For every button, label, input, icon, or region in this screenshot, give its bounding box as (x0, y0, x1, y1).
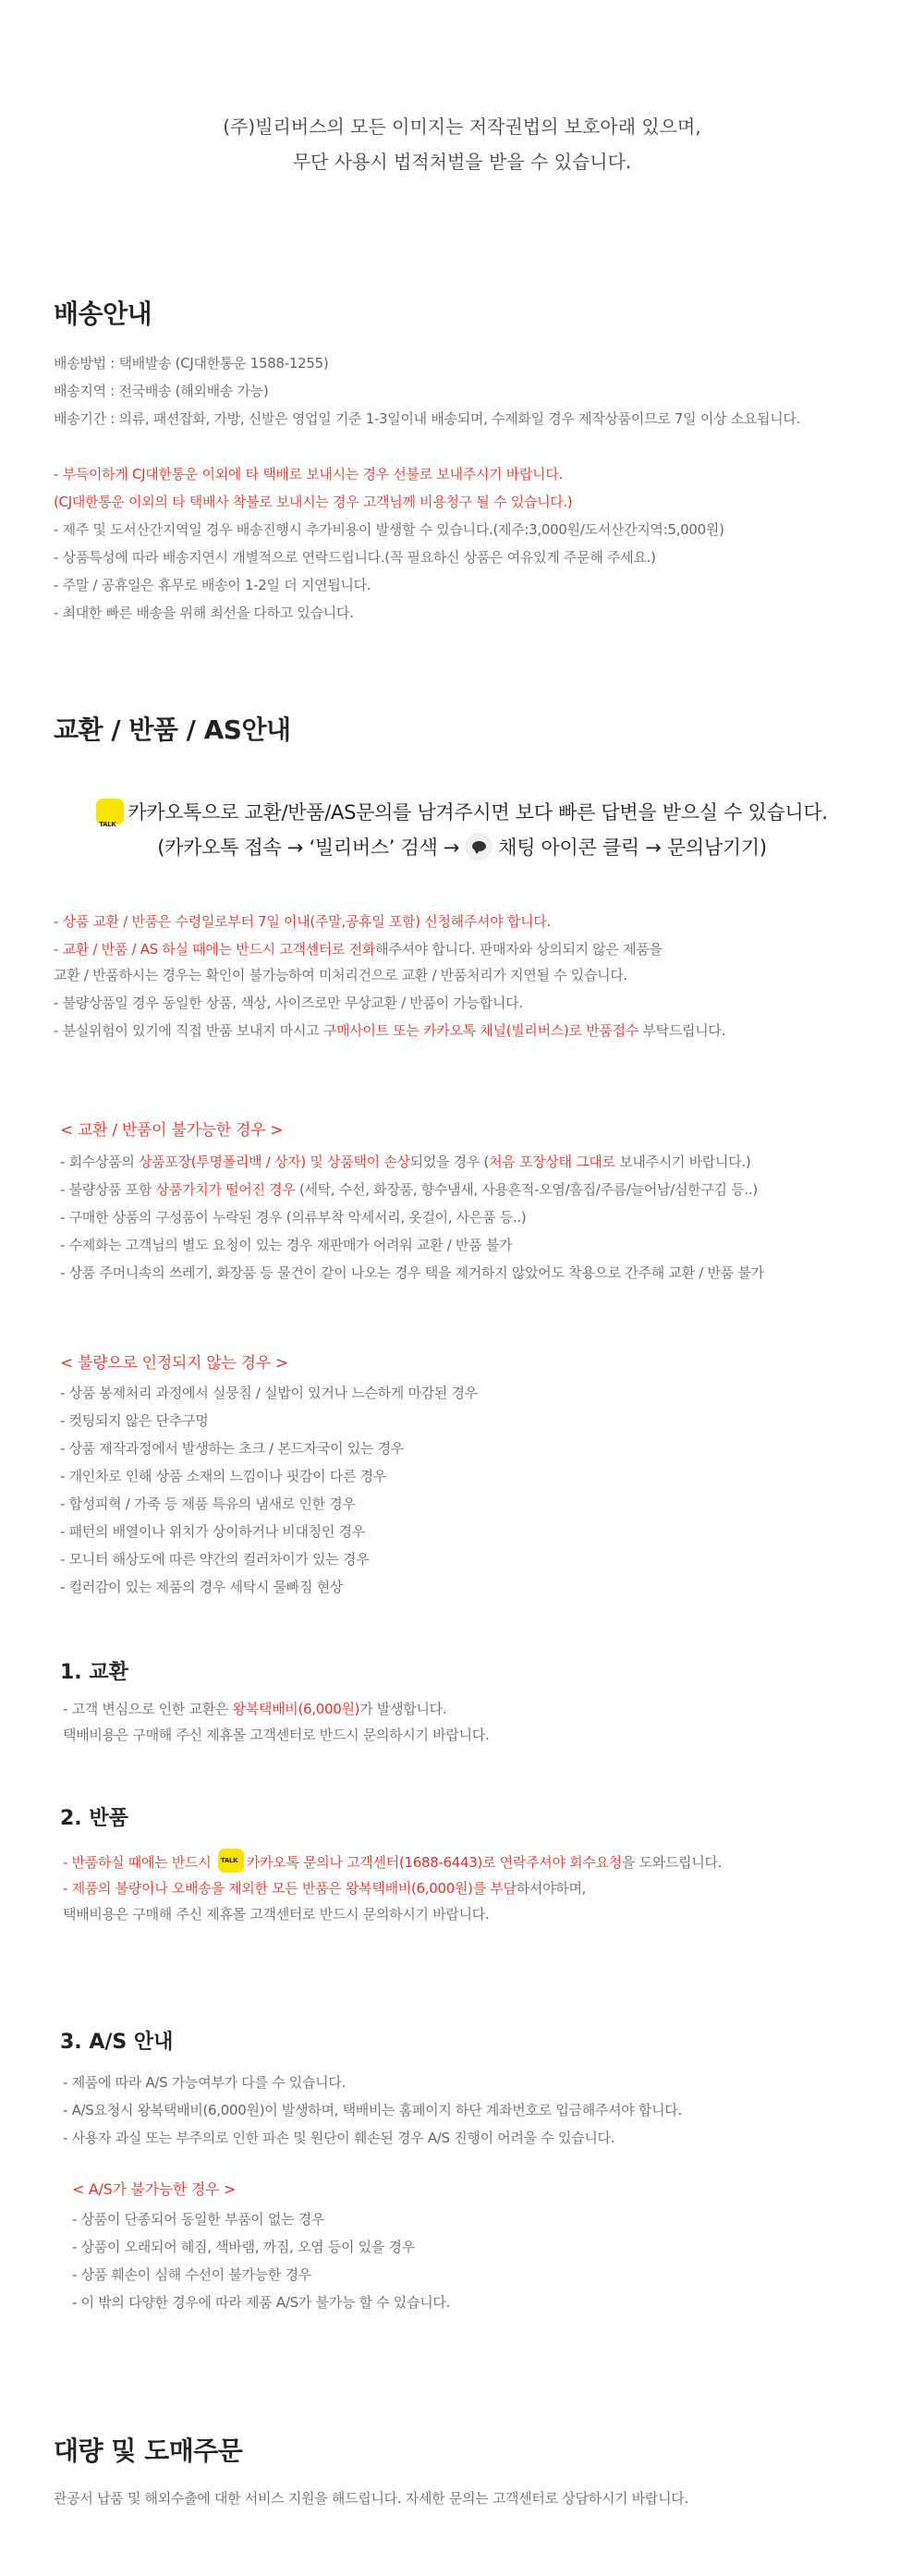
not-defect-5: - 합성피혁 / 가죽 등 제품 특유의 냄새로 인한 경우 (60, 1496, 356, 1512)
exchange-subsection-line-1: - 고객 변심으로 인한 교환은 왕복택배비(6,000원)가 발생합니다. (63, 1701, 447, 1717)
as-not-available-4: - 이 밖의 다양한 경우에 따라 제품 A/S가 불가능 할 수 있습니다. (72, 2294, 451, 2311)
return-subsection-line-1: - 반품하실 때에는 반드시 TALK카카오톡 문의나 고객센터(1688-6443)로 연락주셔야 회수요청을 도와드립니다. (63, 1849, 722, 1873)
shipping-note-5: - 주말 / 공휴일은 휴무로 배송이 1-2일 더 지연됩니다. (54, 577, 371, 593)
kakaotalk-icon (96, 799, 124, 824)
not-defect-2: - 컷팅되지 않은 단추구멍 (60, 1412, 209, 1429)
not-allowed-4: - 수제화는 고객님의 별도 요청이 있는 경우 재판매가 어려워 교환 / 반품 불가 (60, 1237, 513, 1253)
shipping-method: 배송방법 : 택배발송 (CJ대한통운 1588-1255) (54, 355, 329, 372)
as-line-3: - 사용자 과실 또는 부주의로 인한 파손 및 원단이 훼손된 경우 A/S 진행이 어려울 수 있습니다. (63, 2130, 615, 2146)
as-not-available-3: - 상품 훼손이 심해 수선이 불가능한 경우 (72, 2266, 311, 2283)
exchange-rule-4: - 분실위험이 있기에 직접 반품 보내지 마시고 구매사이트 또는 카카오톡 채널(빌리버스)로 반품접수 부탁드립니다. (54, 1022, 726, 1039)
not-defect-7: - 모니터 해상도에 따른 약간의 컬러차이가 있는 경우 (60, 1551, 370, 1568)
shipping-title: 배송안내 (54, 299, 152, 329)
not-allowed-3: - 구매한 상품의 구성품이 누락된 경우 (의류부착 악세서리, 옷걸이, 사은품 등..) (60, 1209, 527, 1226)
kakao-guide-text-2b: 채팅 아이콘 클릭 → 문의남기기) (498, 836, 767, 859)
exchange-title: 교환 / 반품 / AS안내 (54, 714, 291, 745)
copyright-notice (0, 109, 924, 179)
not-defect-1: - 상품 봉제처리 과정에서 실뭉침 / 실밥이 있거나 느슨하게 마감된 경우 (60, 1385, 478, 1401)
exchange-rule-3: - 불량상품일 경우 동일한 상품, 색상, 사이즈로만 무상교환 / 반품이 가능합니다. (54, 995, 523, 1011)
exchange-rule-2-cont: 교환 / 반품하시는 경우는 확인이 불가능하여 미처리건으로 교환 / 반품처리가 지연될 수 있습니다. (54, 967, 628, 983)
kakao-guide-text-1: 카카오톡으로 교환/반품/AS문의를 남겨주시면 보다 빠른 답변을 받으실 수 있습니다. (128, 801, 828, 824)
wholesale-title: 대량 및 도매주문 (54, 2436, 243, 2466)
as-subsection-title: 3. A/S 안내 (60, 2031, 174, 2054)
shipping-note-4: - 상품특성에 따라 배송지연시 개별적으로 연락드립니다.(꼭 필요하신 상품은 여유있게 주문해 주세요.) (54, 549, 656, 566)
return-subsection-line-3: 택배비용은 구매해 주신 제휴몰 고객센터로 반드시 문의하시기 바랍니다. (63, 1906, 490, 1923)
kakao-guide-text-2a: (카카오톡 접속 → ‘빌리버스’ 검색 → (157, 836, 460, 859)
as-line-2: - A/S요청시 왕복택배비(6,000원)이 발생하며, 택배비는 홈페이지 하단 계좌번호로 입금해주셔야 합니다. (63, 2102, 682, 2118)
not-defect-title: < 불량으로 인정되지 않는 경우 > (60, 1354, 288, 1373)
not-defect-8: - 컬러감이 있는 제품의 경우 세탁시 물빠짐 현상 (60, 1579, 344, 1595)
wholesale-description: 관공서 납품 및 해외수출에 대한 서비스 지원을 해드립니다. 자세한 문의는 고객센터로 상담하시기 바랍니다. (54, 2490, 688, 2507)
not-allowed-title: < 교환 / 반품이 불가능한 경우 > (60, 1121, 284, 1140)
not-allowed-2: - 불량상품 포함 상품가치가 떨어진 경우 (세탁, 수선, 화장품, 향수냄새, 사용흔적-오염/흠집/주름/늘어남/심한구김 등..) (60, 1181, 758, 1198)
as-not-available-1: - 상품이 단종되어 동일한 부품이 없는 경우 (72, 2211, 325, 2228)
exchange-subsection-line-2: 택배비용은 구매해 주신 제휴몰 고객센터로 반드시 문의하시기 바랍니다. (63, 1727, 490, 1743)
exchange-rule-2: - 교환 / 반품 / AS 하실 때에는 반드시 고객센터로 전화해주셔야 합니다. 판매자와 상의되지 않은 제품을 (54, 941, 663, 958)
kakao-guide-line-1 (0, 795, 924, 830)
shipping-period: 배송기간 : 의류, 패션잡화, 가방, 신발은 영업일 기준 1-3일이내 배송되며, 수제화일 경우 제작상품이므로 7일 이상 소요됩니다. (54, 410, 801, 427)
shipping-area: 배송지역 : 전국배송 (해외배송 가능) (54, 383, 269, 399)
return-subsection-title: 2. 반품 (60, 1807, 128, 1830)
shipping-note-3: - 제주 및 도서산간지역일 경우 배송진행시 추가비용이 발생할 수 있습니다.(제주:3,000원/도서산간지역:5,000원) (54, 521, 724, 538)
not-allowed-1: - 회수상품의 상품포장(투명폴리백 / 상자) 및 상품택이 손상되었을 경우 (처음 포장상태 그대로 보내주시기 바랍니다.) (60, 1154, 751, 1170)
exchange-subsection-title: 1. 교환 (60, 1661, 128, 1684)
shipping-note-2: (CJ대한통운 이외의 타 택배사 착불로 보내시는 경우 고객님께 비용청구 될 수 있습니다.) (54, 494, 573, 510)
kakao-guide-line-2 (0, 830, 924, 865)
copyright-line-2: 무단 사용시 법적처벌을 받을 수 있습니다. (292, 151, 632, 173)
kakao-guide (0, 795, 924, 865)
not-allowed-5: - 상품 주머니속의 쓰레기, 화장품 등 물건이 같이 나오는 경우 택을 제거하지 않았어도 착용으로 간주해 교환 / 반품 불가 (60, 1264, 764, 1281)
as-not-available-2: - 상품이 오래되어 헤짐, 색바램, 까짐, 오염 등이 있을 경우 (72, 2239, 415, 2255)
as-line-1: - 제품에 따라 A/S 가능여부가 다를 수 있습니다. (63, 2074, 346, 2091)
copyright-line-1: (주)빌리버스의 모든 이미지는 저작권법의 보호아래 있으며, (223, 116, 701, 138)
as-not-available-title: < A/S가 불가능한 경우 > (72, 2180, 237, 2198)
return-subsection-line-2: - 제품의 불량이나 오배송을 제외한 모든 반품은 왕복택배비(6,000원)를 부담하셔야하며, (63, 1880, 587, 1897)
exchange-rule-1: - 상품 교환 / 반품은 수령일로부터 7일 이내(주말,공휴일 포함) 신청해주셔야 합니다. (54, 913, 551, 930)
shipping-note-6: - 최대한 빠른 배송을 위해 최선을 다하고 있습니다. (54, 604, 354, 621)
shipping-note-1: - 부득이하게 CJ대한통운 이외에 타 택배로 보내시는 경우 선불로 보내주시기 바랍니다. (54, 466, 564, 482)
not-defect-3: - 상품 제작과정에서 발생하는 초크 / 본드자국이 있는 경우 (60, 1440, 404, 1457)
not-defect-4: - 개인차로 인해 상품 소재의 느낌이나 핏감이 다른 경우 (60, 1468, 387, 1484)
not-defect-6: - 패턴의 배열이나 위치가 상이하거나 비대칭인 경우 (60, 1523, 365, 1540)
kakaotalk-icon (218, 1849, 244, 1873)
chat-bubble-icon (465, 833, 492, 861)
